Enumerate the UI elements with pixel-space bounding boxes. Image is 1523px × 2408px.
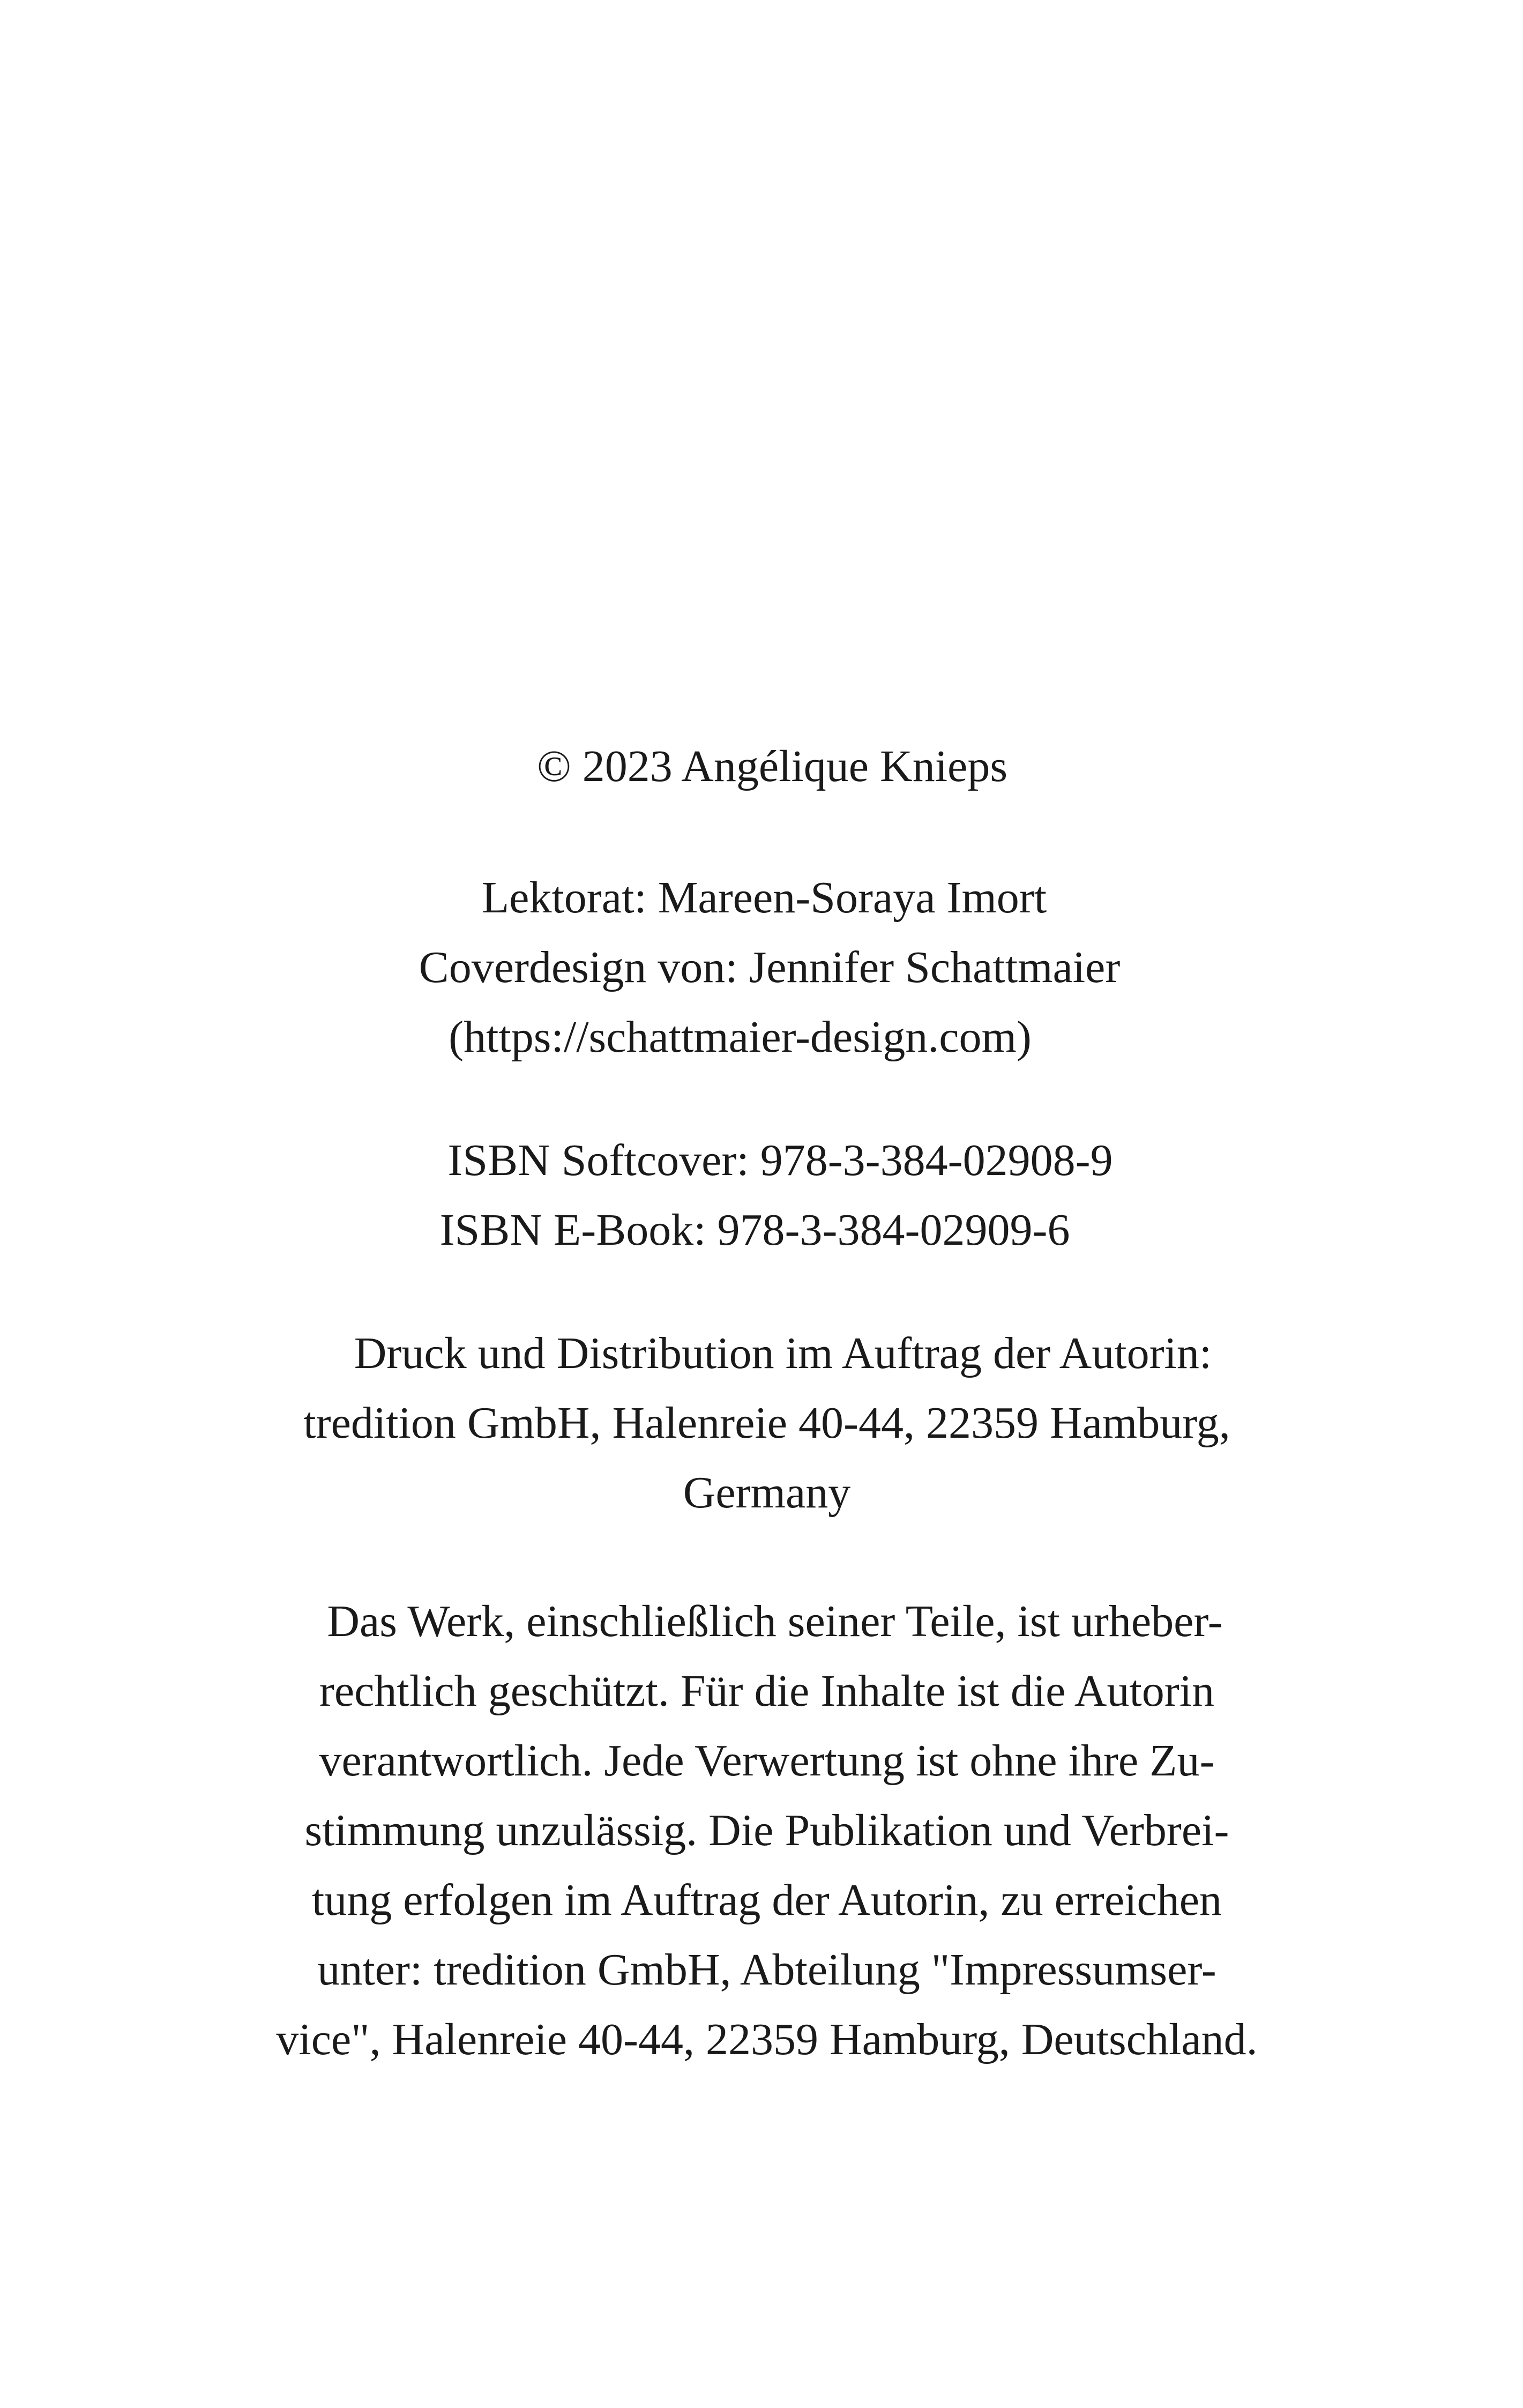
- print-text-3: Germany: [683, 1468, 851, 1518]
- copyright-text: © 2023 Angélique Knieps: [536, 741, 1008, 791]
- print-line-3: [0, 1466, 1523, 1520]
- rights-text-5: tung erfolgen im Auftrag der Autorin, zu erreichen: [311, 1875, 1222, 1925]
- print-text-1: Druck und Distribution im Auftrag der Autorin:: [354, 1328, 1212, 1378]
- rights-text-1: Das Werk, einschließlich seiner Teile, ist urheber-: [327, 1596, 1223, 1646]
- coverdesign-text: Coverdesign von: Jennifer Schattmaier: [419, 942, 1121, 992]
- coverdesign-url: (https://schattmaier-design.com): [449, 1012, 1032, 1062]
- isbn-ebook-line: [0, 1203, 1523, 1257]
- rights-text-7: vice", Halenreie 40-44, 22359 Hamburg, Deutschland.: [276, 2015, 1258, 2064]
- rights-line-1: [0, 1595, 1523, 1648]
- lektorat-line: [0, 871, 1523, 925]
- rights-line-3: [0, 1734, 1523, 1788]
- isbn-ebook-text: ISBN E-Book: 978-3-384-02909-6: [439, 1205, 1070, 1255]
- print-line-2: [0, 1396, 1523, 1450]
- rights-text-6: unter: tredition GmbH, Abteilung "Impressumser-: [317, 1945, 1216, 1995]
- isbn-softcover-line: [0, 1134, 1523, 1187]
- rights-line-5: [0, 1874, 1523, 1927]
- rights-text-3: verantwortlich. Jede Verwertung ist ohne ihre Zu-: [319, 1736, 1215, 1786]
- rights-text-2: rechtlich geschützt. Für die Inhalte ist die Autorin: [319, 1666, 1215, 1716]
- copyright-line: [0, 740, 1523, 793]
- rights-line-4: [0, 1804, 1523, 1857]
- print-line-1: [0, 1327, 1523, 1380]
- lektorat-text: Lektorat: Mareen-Soraya Imort: [481, 873, 1047, 923]
- coverdesign-line: [0, 941, 1523, 994]
- coverdesign-url-line: [0, 1010, 1523, 1064]
- isbn-softcover-text: ISBN Softcover: 978-3-384-02908-9: [447, 1135, 1113, 1185]
- rights-line-2: [0, 1664, 1523, 1718]
- rights-text-4: stimmung unzulässig. Die Publikation und Verbrei-: [304, 1805, 1229, 1855]
- rights-line-7: [0, 2013, 1523, 2067]
- print-text-2: tredition GmbH, Halenreie 40-44, 22359 Hamburg,: [303, 1398, 1230, 1448]
- rights-line-6: [0, 1943, 1523, 1997]
